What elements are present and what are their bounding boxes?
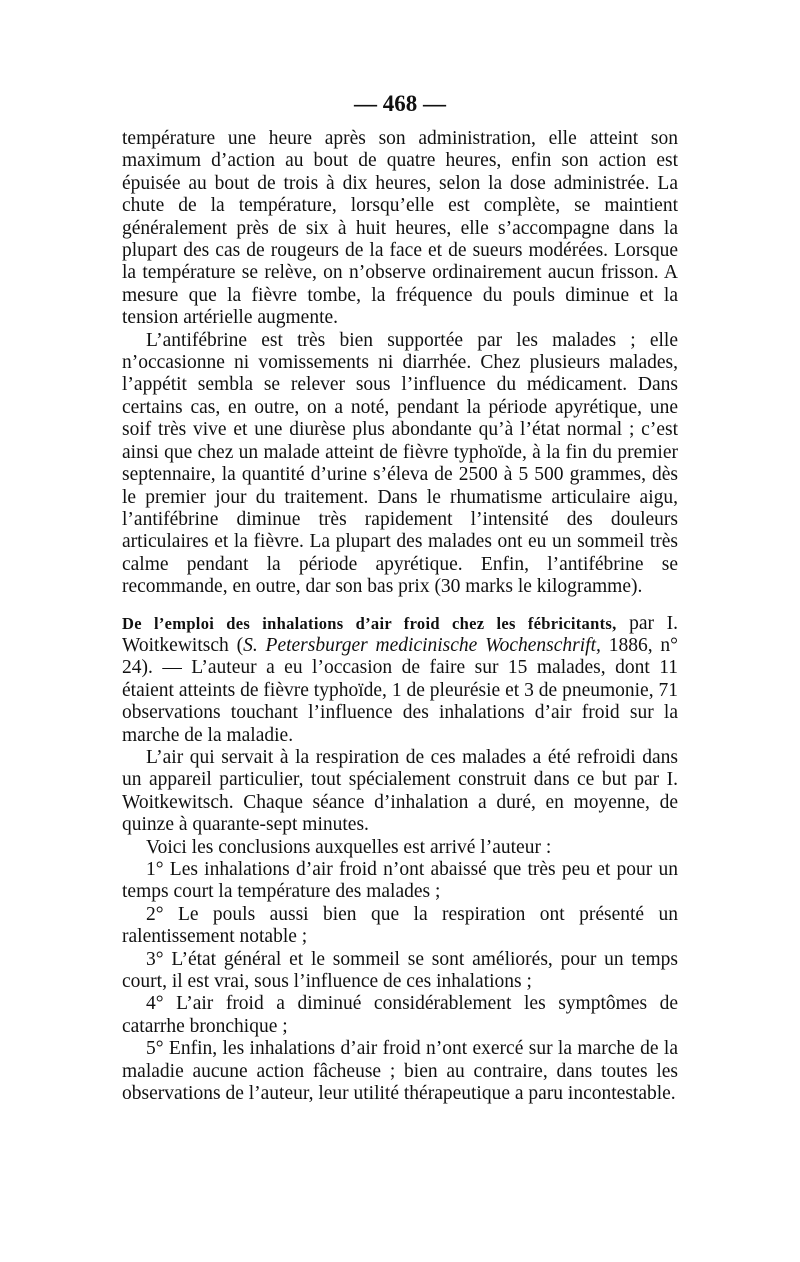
conclusion-item: 4° L’air froid a diminué considérablement les symptômes de catarrhe bronchique ;	[122, 993, 678, 1037]
conclusion-item: 1° Les inhalations d’air froid n’ont abaissé que très peu et pour un temps court la température des malades ;	[122, 859, 678, 903]
paragraph-conclusions-intro: Voici les conclusions auxquelles est arrivé l’auteur :	[146, 836, 552, 858]
article-author: par I. Woitkewitsch (	[122, 612, 678, 656]
article-intro-paragraph	[122, 613, 678, 747]
page-number: — 468 —	[354, 91, 446, 116]
paragraph-continued: température une heure après son administration, elle atteint son maximum d’action au bout de quatre heures, enfin son action est épuisée au bout de trois à dix heures, selon la dose administrée. La chute de la température, lorsqu’elle est complète, se maintient généralement près de six à huit heures, elle s’accompagne dans la plupart des cas de rougeurs de la face et de sueurs modérées. Lorsque la température se relève, on n’observe ordinairement aucun frisson. A mesure que la fièvre tombe, la fréquence du pouls diminue et la tension artérielle augmente.	[122, 128, 678, 329]
article-heading: De l’emploi des inhalations d’air froid chez les fébricitants,	[122, 613, 617, 633]
paragraph-antifebrine: L’antifébrine est très bien supportée par les malades ; elle n’occasionne ni vomissements ni diarrhée. Chez plusieurs malades, l’appétit sembla se relever sous l’influence du médicament. Dans certains cas, en outre, on a noté, pendant la période apyrétique, une soif très vive et une diurèse plus abondante qu’à l’état normal ; c’est ainsi que chez un malade atteint de fièvre typhoïde, à la fin du premier septennaire, la quantité d’urine s’éleva de 2500 à 5 500 grammes, dès le premier jour du traitement. Dans le rhumatisme articulaire aigu, l’antifébrine diminue très rapidement l’intensité des douleurs articulaires et la fièvre. La plupart des malades ont eu un sommeil très calme pendant la période apyrétique. Enfin, l’antifébrine se recommande, en outre, dar son bas prix (30 marks le kilogramme).	[122, 329, 678, 598]
conclusion-item: 2° Le pouls aussi bien que la respiration ont présenté un ralentissement notable ;	[122, 903, 678, 948]
conclusion-item: 3° L’état général et le sommeil se sont améliorés, pour un temps court, il est vrai, sous l’influence de ces inhalations ;	[122, 948, 678, 993]
document-page	[122, 90, 678, 1105]
article-section	[122, 613, 678, 1106]
article-intro-text: 1886, n° 24). — L’auteur a eu l’occasion de faire sur 15 malades, dont 11 étaient atteints de fièvre typhoïde, 1 de pleurésie et 3 de pneumonie, 71 observations touchant l’influence des inhalations d’air froid sur la marche de la maladie.	[122, 634, 678, 746]
conclusion-item: 5° Enfin, les inhalations d’air froid n’ont exercé sur la marche de la maladie aucune action fâcheuse ; bien au contraire, dans toutes les observations de l’auteur, leur utilité thérapeutique a paru incontestable.	[122, 1038, 678, 1105]
paragraph-apparatus: L’air qui servait à la respiration de ces malades a été refroidi dans un appareil particulier, tout spécialement construit dans ce but par I. Woitkewitsch. Chaque séance d’inhalation a duré, en moyenne, de quinze à quarante-sept minutes.	[122, 746, 678, 836]
article-source: S. Petersburger medicinische Wochenschrift,	[243, 634, 601, 656]
